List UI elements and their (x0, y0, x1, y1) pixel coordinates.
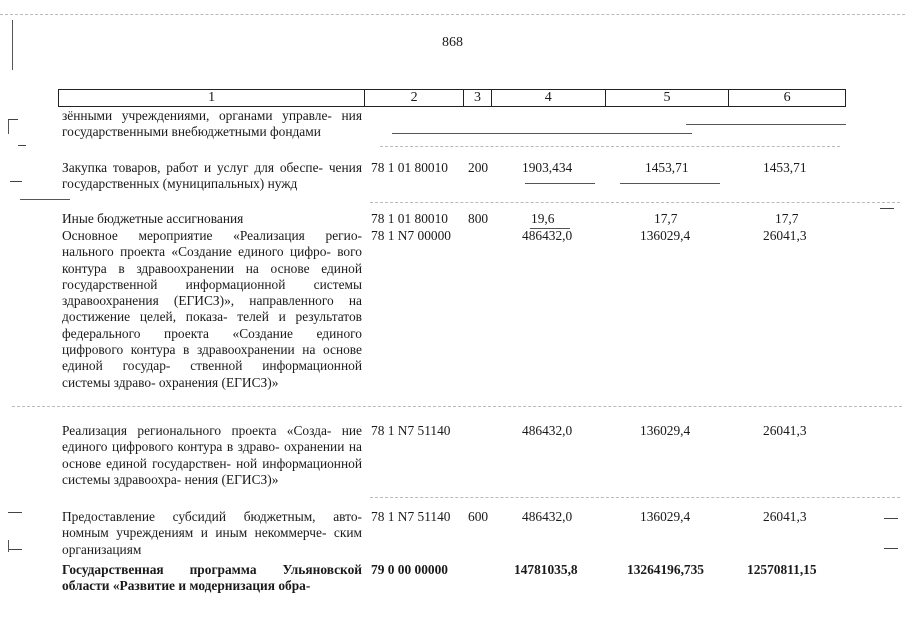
margin-mark (884, 548, 898, 549)
table-row-value-6: 26041,3 (763, 509, 807, 524)
divider-line (686, 124, 846, 125)
table-row-code: 79 0 00 00000 (371, 562, 448, 577)
table-row-description: Предоставление субсидий бюджетным, авто- номным учреждениям и иным некоммерче- ским организациям (62, 509, 362, 557)
column-header-6: 6 (783, 90, 791, 105)
column-header-3: 3 (464, 90, 492, 106)
divider-line (392, 133, 692, 134)
scan-edge (8, 120, 9, 134)
table-row-description: Реализация регионального проекта «Созда- ние единого цифрового контура в здраво- охранении на основе единой государствен- ной информационной системы здравоохра- нения (ЕГИСЗ)» (62, 423, 362, 487)
table-row-value-5: 1453,71 (645, 160, 689, 175)
table-row-value-5: 136029,4 (640, 228, 691, 243)
divider-line (370, 202, 900, 203)
table-row-value-5: 13264196,735 (627, 562, 704, 577)
margin-mark (884, 518, 898, 519)
table-row-description: Основное мероприятие «Реализация регио- нального проекта «Создание единого цифро- вого контура в здравоохранении на основе единой государственной информационной системы здравоохранения (ЕГИСЗ)», направленного на достижение целей, показа- телей и результатов федерального проекта «Создание единого цифрового контура в здравоохранении на основе единой государ- ственной информационной системы здраво- охранения (ЕГИСЗ)» (62, 228, 362, 390)
divider-line (525, 183, 595, 184)
table-row-value-5: 136029,4 (640, 509, 691, 524)
divider-line (530, 228, 570, 229)
margin-mark (18, 145, 26, 146)
page-number: 868 (442, 35, 463, 50)
table-row-value-6: 17,7 (775, 211, 799, 226)
table-row-value-4: 486432,0 (522, 509, 573, 524)
table-row-value-5: 136029,4 (640, 423, 691, 438)
table-header (58, 89, 846, 107)
margin-mark (10, 181, 22, 182)
table-row-value-4: 19,6 (531, 211, 555, 226)
table-row-value-4: 486432,0 (522, 423, 573, 438)
divider-line (12, 406, 902, 407)
table-row-value-5: 17,7 (654, 211, 678, 226)
table-row-value-4: 486432,0 (522, 228, 573, 243)
column-header-1: 1 (59, 90, 365, 106)
divider-line (20, 199, 70, 200)
scan-edge (12, 20, 13, 70)
table-row-code: 78 1 N7 00000 (371, 228, 451, 243)
table-row-type: 800 (468, 211, 489, 226)
table-row-description: Государственная программа Ульяновской области «Развитие и модернизация обра- (62, 562, 362, 594)
margin-mark (8, 119, 18, 120)
table-row-value-6: 12570811,15 (747, 562, 817, 577)
table-row-code: 78 1 01 80010 (371, 160, 448, 175)
scan-line (0, 14, 905, 15)
column-header-2: 2 (365, 90, 464, 106)
table-row-code: 78 1 01 80010 (371, 211, 448, 226)
divider-line (620, 183, 720, 184)
table-row-value-4: 14781035,8 (514, 562, 578, 577)
table-row-code: 78 1 N7 51140 (371, 423, 451, 438)
table-row-type: 200 (468, 160, 489, 175)
table-row-code: 78 1 N7 51140 (371, 509, 451, 524)
table-row-type: 600 (468, 509, 489, 524)
table-row-description: Иные бюджетные ассигнования (62, 211, 244, 226)
scan-edge (8, 540, 9, 552)
margin-mark (880, 208, 894, 209)
table-row-value-6: 26041,3 (763, 228, 807, 243)
table-row-description: зёнными учреждениями, органами управле- ния государственными внебюджетными фондами (62, 108, 362, 140)
divider-line (380, 146, 840, 147)
margin-mark (8, 512, 22, 513)
table-row-description: Закупка товаров, работ и услуг для обеспе- чения государственных (муниципальных) нужд (62, 160, 362, 192)
divider-line (370, 497, 900, 498)
table-row-value-6: 26041,3 (763, 423, 807, 438)
column-header-5: 5 (606, 90, 730, 106)
table-row-value-6: 1453,71 (763, 160, 807, 175)
table-row-value-4: 1903,434 (522, 160, 573, 175)
column-header-4: 4 (492, 90, 606, 106)
margin-mark (8, 549, 22, 550)
